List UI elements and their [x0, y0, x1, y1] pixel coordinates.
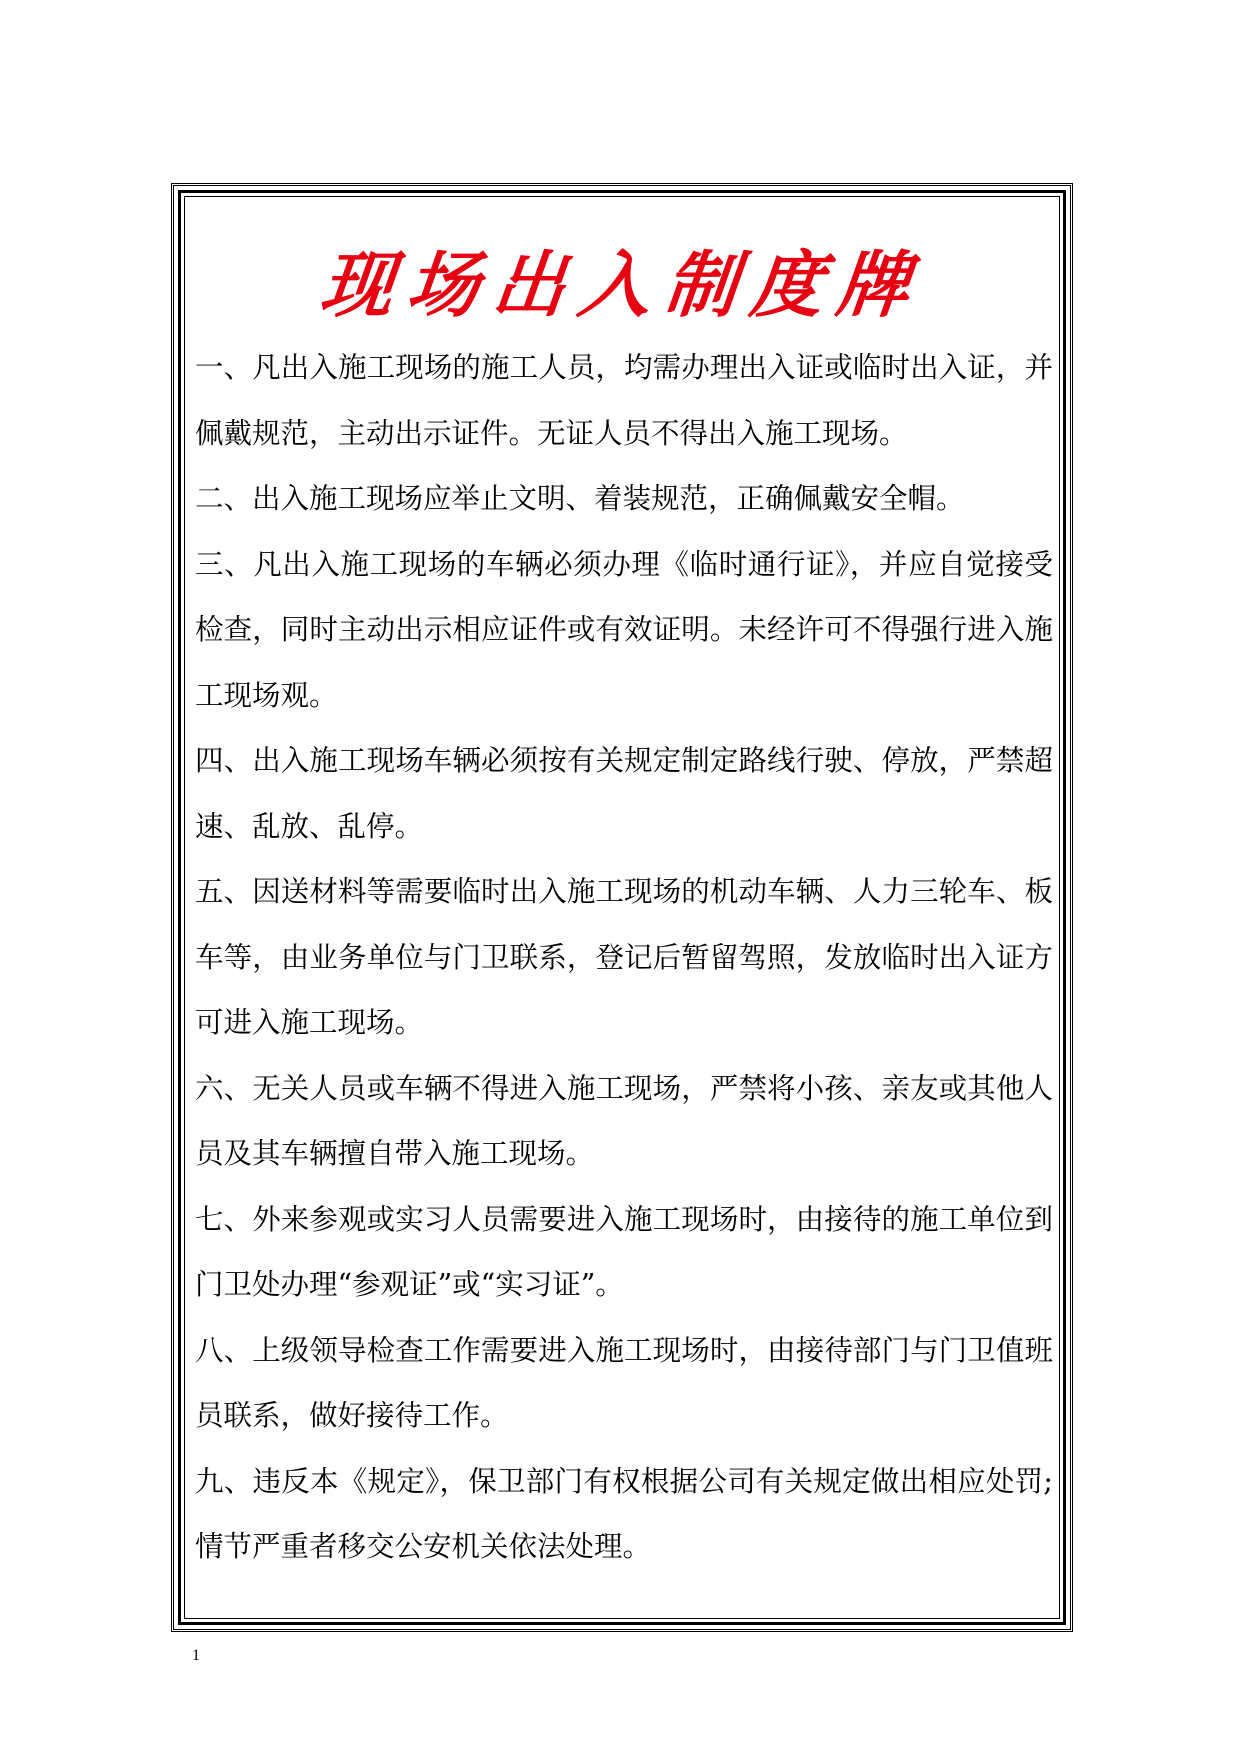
- clause-1: 一、凡出入施工现场的施工人员，均需办理出入证或临时出入证，并佩戴规范，主动出示证件。无证人员不得出入施工现场。: [195, 351, 1053, 450]
- clause-8: 八、上级领导检查工作需要进入施工现场时，由接待部门与门卫值班员联系，做好接待工作。: [195, 1333, 1053, 1432]
- clause-9: 九、违反本《规定》，保卫部门有权根据公司有关规定做出相应处罚;情节严重者移交公安机关依法处理。: [195, 1464, 1053, 1563]
- notice-board-inner-frame: [178, 190, 1066, 1625]
- page-number: 1: [192, 1647, 200, 1664]
- clause-7: 七、外来参观或实习人员需要进入施工现场时，由接待的施工单位到门卫处办理“参观证”或“实习证”。: [195, 1202, 1053, 1301]
- clause-6: 六、无关人员或车辆不得进入施工现场，严禁将小孩、亲友或其他人员及其车辆擅自带入施工现场。: [195, 1071, 1053, 1170]
- clause-4: 四、出入施工现场车辆必须按有关规定制定路线行驶、停放，严禁超速、乱放、乱停。: [195, 744, 1053, 843]
- clause-5: 五、因送材料等需要临时出入施工现场的机动车辆、人力三轮车、板车等，由业务单位与门卫联系，登记后暂留驾照，发放临时出入证方可进入施工现场。: [195, 875, 1053, 1039]
- notice-board-frame: [171, 183, 1073, 1632]
- document-title: 现场出入制度牌: [316, 242, 928, 327]
- clause-list: [195, 335, 1053, 1580]
- clause-3: 三、凡出入施工现场的车辆必须办理《临时通行证》，并应自觉接受检查，同时主动出示相应证件或有效证明。未经许可不得强行进入施工现场观。: [195, 547, 1053, 712]
- clause-2: 二、出入施工现场应举止文明、着装规范，正确佩戴安全帽。: [195, 482, 965, 515]
